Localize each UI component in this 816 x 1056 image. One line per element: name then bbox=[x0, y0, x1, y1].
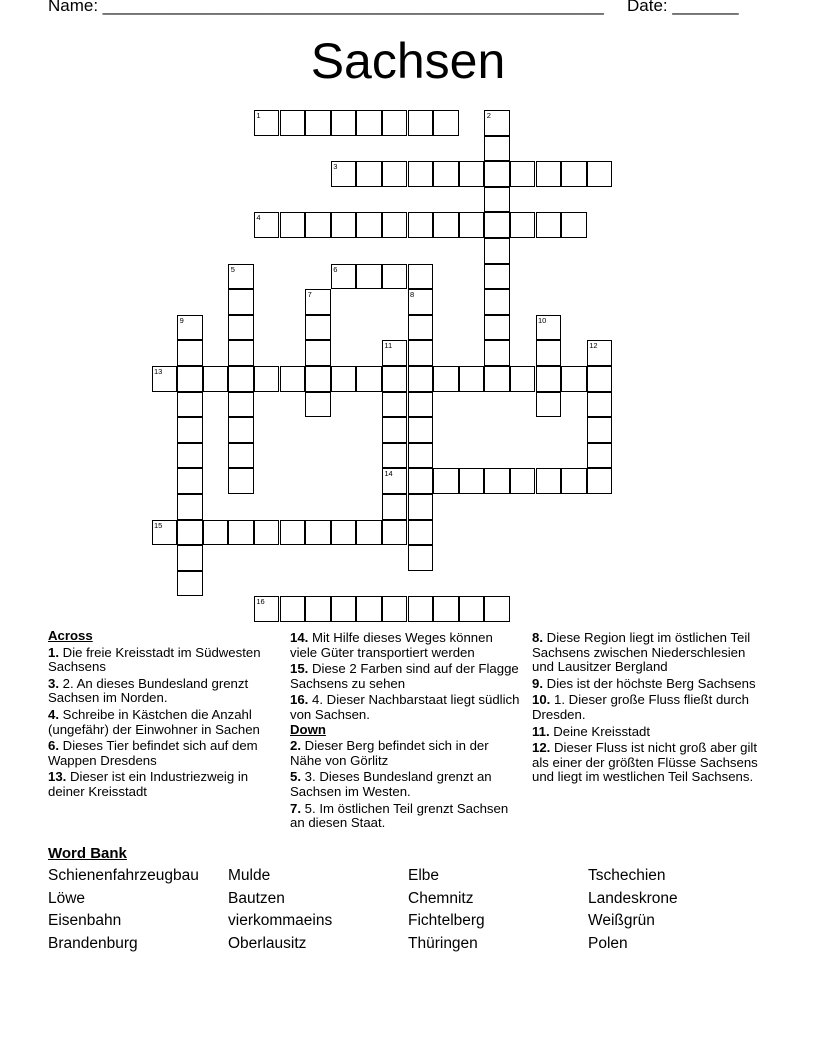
clue-number: 9. bbox=[532, 675, 543, 691]
clue bbox=[290, 739, 522, 768]
clue-number: 6. bbox=[48, 738, 59, 754]
crossword-cell[interactable] bbox=[561, 366, 587, 392]
crossword-cell[interactable] bbox=[484, 187, 510, 213]
word-bank-item: Oberlausitz bbox=[228, 934, 307, 952]
crossword-cell[interactable] bbox=[280, 520, 306, 546]
crossword-cell[interactable] bbox=[305, 596, 331, 622]
crossword-cell[interactable] bbox=[331, 520, 357, 546]
crossword-cell[interactable] bbox=[510, 468, 536, 494]
crossword-cell[interactable] bbox=[382, 494, 408, 520]
crossword-cell[interactable] bbox=[228, 392, 254, 418]
crossword-cell[interactable] bbox=[459, 161, 485, 187]
clue-text: Schreibe in Kästchen die Anzahl (ungefähr) der Einwohner in Sachen bbox=[48, 706, 260, 737]
crossword-cell[interactable] bbox=[433, 366, 459, 392]
crossword-cell[interactable] bbox=[228, 340, 254, 366]
crossword-cell[interactable] bbox=[331, 366, 357, 392]
crossword-cell[interactable] bbox=[484, 161, 510, 187]
down-clue-list bbox=[290, 739, 522, 831]
clue-text: Dieser Berg befindet sich in der Nähe von Görlitz bbox=[290, 738, 489, 768]
word-bank-item: Eisenbahn bbox=[48, 912, 122, 929]
word-bank-item: vierkommaeins bbox=[228, 912, 333, 929]
word-bank-item: Brandenburg bbox=[48, 934, 138, 952]
crossword-cell[interactable] bbox=[203, 366, 229, 392]
crossword-cell[interactable] bbox=[484, 289, 510, 315]
crossword-cell[interactable] bbox=[305, 110, 331, 136]
crossword-cell[interactable] bbox=[177, 366, 203, 392]
crossword-cell[interactable] bbox=[484, 468, 510, 494]
crossword-cell[interactable] bbox=[177, 545, 203, 571]
crossword-cell[interactable] bbox=[408, 315, 434, 341]
crossword-cell[interactable] bbox=[228, 443, 254, 469]
clue-text: Diese 2 Farben sind auf der Flagge Sachsens zu sehen bbox=[290, 661, 519, 691]
clue-number-label: 1 bbox=[256, 111, 261, 120]
clue-number-label: 11 bbox=[384, 341, 393, 351]
crossword-cell[interactable] bbox=[408, 161, 434, 187]
crossword-cell[interactable] bbox=[356, 520, 382, 546]
clue-number: 7. bbox=[290, 800, 301, 816]
crossword-cell[interactable] bbox=[587, 468, 613, 494]
clue bbox=[48, 708, 283, 737]
crossword-cell[interactable] bbox=[177, 392, 203, 418]
clue bbox=[532, 693, 760, 722]
clue-column-1 bbox=[48, 629, 283, 800]
crossword-cell[interactable] bbox=[536, 468, 562, 494]
crossword-cell[interactable] bbox=[510, 161, 536, 187]
crossword-cell[interactable] bbox=[177, 520, 203, 546]
clue-text: Dieses Tier befindet sich auf dem Wappen Dresdens bbox=[48, 738, 258, 768]
clue-number: 14. bbox=[290, 630, 309, 645]
crossword-cell[interactable] bbox=[433, 110, 459, 136]
clue-number-label: 14 bbox=[384, 469, 393, 479]
crossword-cell[interactable] bbox=[536, 366, 562, 392]
crossword-cell[interactable] bbox=[228, 520, 254, 546]
clue-text: Deine Kreisstadt bbox=[549, 723, 651, 739]
down-clue-list-continued bbox=[532, 631, 760, 785]
crossword-cell[interactable] bbox=[433, 212, 459, 238]
crossword-cell[interactable] bbox=[433, 468, 459, 494]
crossword-cell[interactable] bbox=[382, 264, 408, 290]
crossword-cell[interactable] bbox=[408, 366, 434, 392]
clue-text: Dies ist der höchste Berg Sachsens bbox=[543, 675, 756, 691]
clue bbox=[290, 693, 522, 722]
crossword-cell[interactable] bbox=[177, 417, 203, 443]
clue-number-label: 5 bbox=[230, 264, 235, 274]
crossword-cell[interactable] bbox=[356, 596, 382, 622]
crossword-cell[interactable] bbox=[408, 494, 434, 520]
crossword-cell[interactable] bbox=[177, 468, 203, 494]
clue-column-2 bbox=[290, 629, 522, 831]
clue-text: Diese Region liegt im östlichen Teil Sachsens zwischen Niederschlesien und Lausitzer Bergland bbox=[532, 630, 751, 675]
word-bank-item: Weißgrün bbox=[588, 912, 655, 929]
crossword-cell[interactable] bbox=[408, 545, 434, 571]
crossword-cell[interactable] bbox=[484, 340, 510, 366]
crossword-cell[interactable] bbox=[254, 366, 280, 392]
word-bank-item: Polen bbox=[588, 934, 628, 952]
clue bbox=[290, 662, 522, 691]
crossword-cell[interactable] bbox=[305, 315, 331, 341]
across-heading: Across bbox=[48, 628, 93, 643]
crossword-cell[interactable] bbox=[561, 468, 587, 494]
word-bank-item: Tschechien bbox=[588, 867, 666, 884]
clue-number-label: 12 bbox=[589, 341, 598, 351]
clue bbox=[48, 677, 283, 706]
clue-number: 8. bbox=[532, 630, 543, 645]
crossword-cell[interactable] bbox=[382, 392, 408, 418]
clue-number: 10. bbox=[532, 692, 551, 708]
down-heading: Down bbox=[290, 721, 326, 737]
crossword-cell[interactable] bbox=[356, 110, 382, 136]
crossword-cell[interactable] bbox=[228, 366, 254, 392]
crossword-cell[interactable] bbox=[587, 417, 613, 443]
crossword-cell[interactable] bbox=[459, 366, 485, 392]
crossword-cell[interactable] bbox=[484, 596, 510, 622]
clue-text: 4. Dieser Nachbarstaat liegt südlich von Sachsen. bbox=[290, 692, 520, 722]
clue bbox=[532, 725, 760, 740]
crossword-cell[interactable] bbox=[356, 264, 382, 290]
crossword-cell[interactable] bbox=[228, 289, 254, 315]
across-clue-list bbox=[48, 646, 283, 800]
crossword-cell[interactable] bbox=[331, 110, 357, 136]
crossword-cell[interactable] bbox=[305, 340, 331, 366]
clue-text: 2. An dieses Bundesland grenzt Sachsen im Norden. bbox=[48, 675, 249, 706]
crossword-cell[interactable] bbox=[356, 366, 382, 392]
crossword-cell[interactable] bbox=[536, 161, 562, 187]
clue-text: 3. Dieses Bundesland grenzt an Sachsen im Westen. bbox=[290, 769, 492, 799]
clue-number: 1. bbox=[48, 644, 59, 660]
crossword-cell[interactable] bbox=[561, 161, 587, 187]
word-bank-item: Landeskrone bbox=[588, 889, 678, 907]
crossword-cell[interactable] bbox=[254, 520, 280, 546]
clue bbox=[532, 631, 760, 675]
clue-text: Dieser Fluss ist nicht groß aber gilt als einer der größten Flüsse Sachsens und liegt im westlichen Teil Sachsens. bbox=[532, 740, 758, 785]
clue-number: 3. bbox=[48, 675, 59, 691]
crossword-cell[interactable] bbox=[561, 212, 587, 238]
clue-text: 1. Dieser große Fluss fließt durch Dresden. bbox=[532, 692, 749, 722]
crossword-cell[interactable] bbox=[484, 136, 510, 162]
crossword-cell[interactable] bbox=[433, 161, 459, 187]
crossword-cell[interactable] bbox=[382, 161, 408, 187]
crossword-cell[interactable] bbox=[433, 596, 459, 622]
clue-number: 5. bbox=[290, 769, 301, 785]
crossword-cell[interactable] bbox=[536, 340, 562, 366]
crossword-cell[interactable] bbox=[305, 366, 331, 392]
word-bank-item: Mulde bbox=[228, 867, 271, 884]
clue-number-label: 16 bbox=[256, 597, 265, 607]
clue-number-label: 2 bbox=[486, 111, 491, 120]
clue-text: Die freie Kreisstadt im Südwesten Sachsens bbox=[48, 644, 261, 675]
crossword-cell[interactable] bbox=[484, 264, 510, 290]
clue-number: 16. bbox=[290, 692, 309, 708]
crossword-cell[interactable] bbox=[203, 520, 229, 546]
word-bank-item: Fichtelberg bbox=[408, 912, 485, 929]
clue bbox=[532, 741, 760, 785]
crossword-cell[interactable] bbox=[408, 520, 434, 546]
crossword-cell[interactable] bbox=[408, 212, 434, 238]
clue-text: Dieser ist ein Industriezweig in deiner Kreisstadt bbox=[48, 769, 249, 799]
word-bank-item: Löwe bbox=[48, 889, 86, 907]
crossword-cell[interactable] bbox=[484, 366, 510, 392]
crossword-cell[interactable] bbox=[305, 392, 331, 418]
crossword-cell[interactable] bbox=[177, 494, 203, 520]
crossword-cell[interactable] bbox=[177, 443, 203, 469]
crossword-cell[interactable] bbox=[280, 366, 306, 392]
crossword-cell[interactable] bbox=[587, 392, 613, 418]
crossword-cell[interactable] bbox=[587, 161, 613, 187]
crossword-cell[interactable] bbox=[459, 596, 485, 622]
crossword-cell[interactable] bbox=[510, 212, 536, 238]
crossword-cell[interactable] bbox=[536, 392, 562, 418]
word-bank-item: Chemnitz bbox=[408, 889, 474, 907]
crossword-cell[interactable] bbox=[459, 468, 485, 494]
clue-number-label: 10 bbox=[538, 315, 547, 325]
crossword-cell[interactable] bbox=[408, 110, 434, 136]
clue bbox=[48, 739, 283, 768]
crossword-cell[interactable] bbox=[587, 366, 613, 392]
crossword-cell[interactable] bbox=[382, 110, 408, 136]
clue-number-label: 6 bbox=[333, 264, 338, 274]
clue-column-3 bbox=[532, 629, 760, 785]
clue-number: 15. bbox=[290, 661, 309, 677]
crossword-cell[interactable] bbox=[459, 212, 485, 238]
clue-number: 13. bbox=[48, 769, 67, 785]
clue-number-label: 3 bbox=[333, 162, 338, 172]
crossword-cell[interactable] bbox=[484, 212, 510, 238]
clue-number-label: 7 bbox=[307, 290, 312, 300]
across-clue-list-continued bbox=[290, 631, 522, 723]
clue bbox=[48, 770, 283, 799]
crossword-cell[interactable] bbox=[408, 340, 434, 366]
crossword-cell[interactable] bbox=[536, 212, 562, 238]
clue-number: 4. bbox=[48, 706, 59, 722]
crossword-cell[interactable] bbox=[408, 392, 434, 418]
crossword-cell[interactable] bbox=[484, 238, 510, 264]
date-field-label: Date: _______ bbox=[627, 0, 739, 15]
crossword-cell[interactable] bbox=[484, 315, 510, 341]
clue bbox=[48, 646, 283, 675]
clue bbox=[290, 631, 522, 660]
word-bank-item: Schienenfahrzeugbau bbox=[48, 867, 199, 884]
crossword-cell[interactable] bbox=[408, 417, 434, 443]
clue-number-label: 9 bbox=[179, 315, 184, 325]
crossword-cell[interactable] bbox=[408, 596, 434, 622]
clue-text: 5. Im östlichen Teil grenzt Sachsen an diesen Staat. bbox=[290, 800, 509, 831]
crossword-cell[interactable] bbox=[382, 520, 408, 546]
word-bank bbox=[48, 866, 768, 953]
crossword-cell[interactable] bbox=[408, 468, 434, 494]
crossword-cell[interactable] bbox=[228, 468, 254, 494]
crossword-cell[interactable] bbox=[177, 571, 203, 597]
clue-number: 11. bbox=[532, 723, 550, 739]
word-bank-item: Elbe bbox=[408, 867, 440, 884]
crossword-cell[interactable] bbox=[228, 417, 254, 443]
crossword-cell[interactable] bbox=[356, 161, 382, 187]
crossword-cell[interactable] bbox=[587, 443, 613, 469]
crossword-cell[interactable] bbox=[382, 212, 408, 238]
crossword-cell[interactable] bbox=[305, 520, 331, 546]
crossword-cell[interactable] bbox=[177, 340, 203, 366]
crossword-cell[interactable] bbox=[280, 110, 306, 136]
crossword-cell[interactable] bbox=[280, 212, 306, 238]
crossword-cell[interactable] bbox=[382, 596, 408, 622]
page-title: Sachsen bbox=[310, 33, 506, 89]
crossword-cell[interactable] bbox=[228, 315, 254, 341]
word-bank-heading: Word Bank bbox=[48, 845, 127, 862]
crossword-cell[interactable] bbox=[356, 212, 382, 238]
clue-number: 2. bbox=[290, 738, 301, 754]
clue bbox=[532, 677, 760, 692]
word-bank-item: Bautzen bbox=[228, 889, 285, 907]
crossword-cell[interactable] bbox=[510, 366, 536, 392]
clue-number: 12. bbox=[532, 740, 551, 756]
crossword-cell[interactable] bbox=[331, 212, 357, 238]
clue bbox=[290, 770, 522, 799]
clue-text: Mit Hilfe dieses Weges können viele Güter transportiert werden bbox=[290, 630, 493, 660]
clue-number-label: 4 bbox=[256, 213, 261, 223]
crossword-cell[interactable] bbox=[280, 596, 306, 622]
clue-number-label: 8 bbox=[410, 290, 415, 300]
clue bbox=[290, 802, 522, 831]
crossword-cell[interactable] bbox=[331, 596, 357, 622]
name-field-label: Name: _____________________________________________________ bbox=[48, 0, 604, 15]
crossword-cell[interactable] bbox=[408, 443, 434, 469]
clue-number-label: 13 bbox=[154, 367, 163, 376]
word-bank-item: Thüringen bbox=[408, 934, 478, 952]
crossword-cell[interactable] bbox=[382, 417, 408, 443]
crossword-cell[interactable] bbox=[305, 212, 331, 238]
crossword-cell[interactable] bbox=[408, 264, 434, 290]
crossword-cell[interactable] bbox=[382, 443, 408, 469]
clue-number-label: 15 bbox=[154, 520, 163, 530]
crossword-cell[interactable] bbox=[382, 366, 408, 392]
